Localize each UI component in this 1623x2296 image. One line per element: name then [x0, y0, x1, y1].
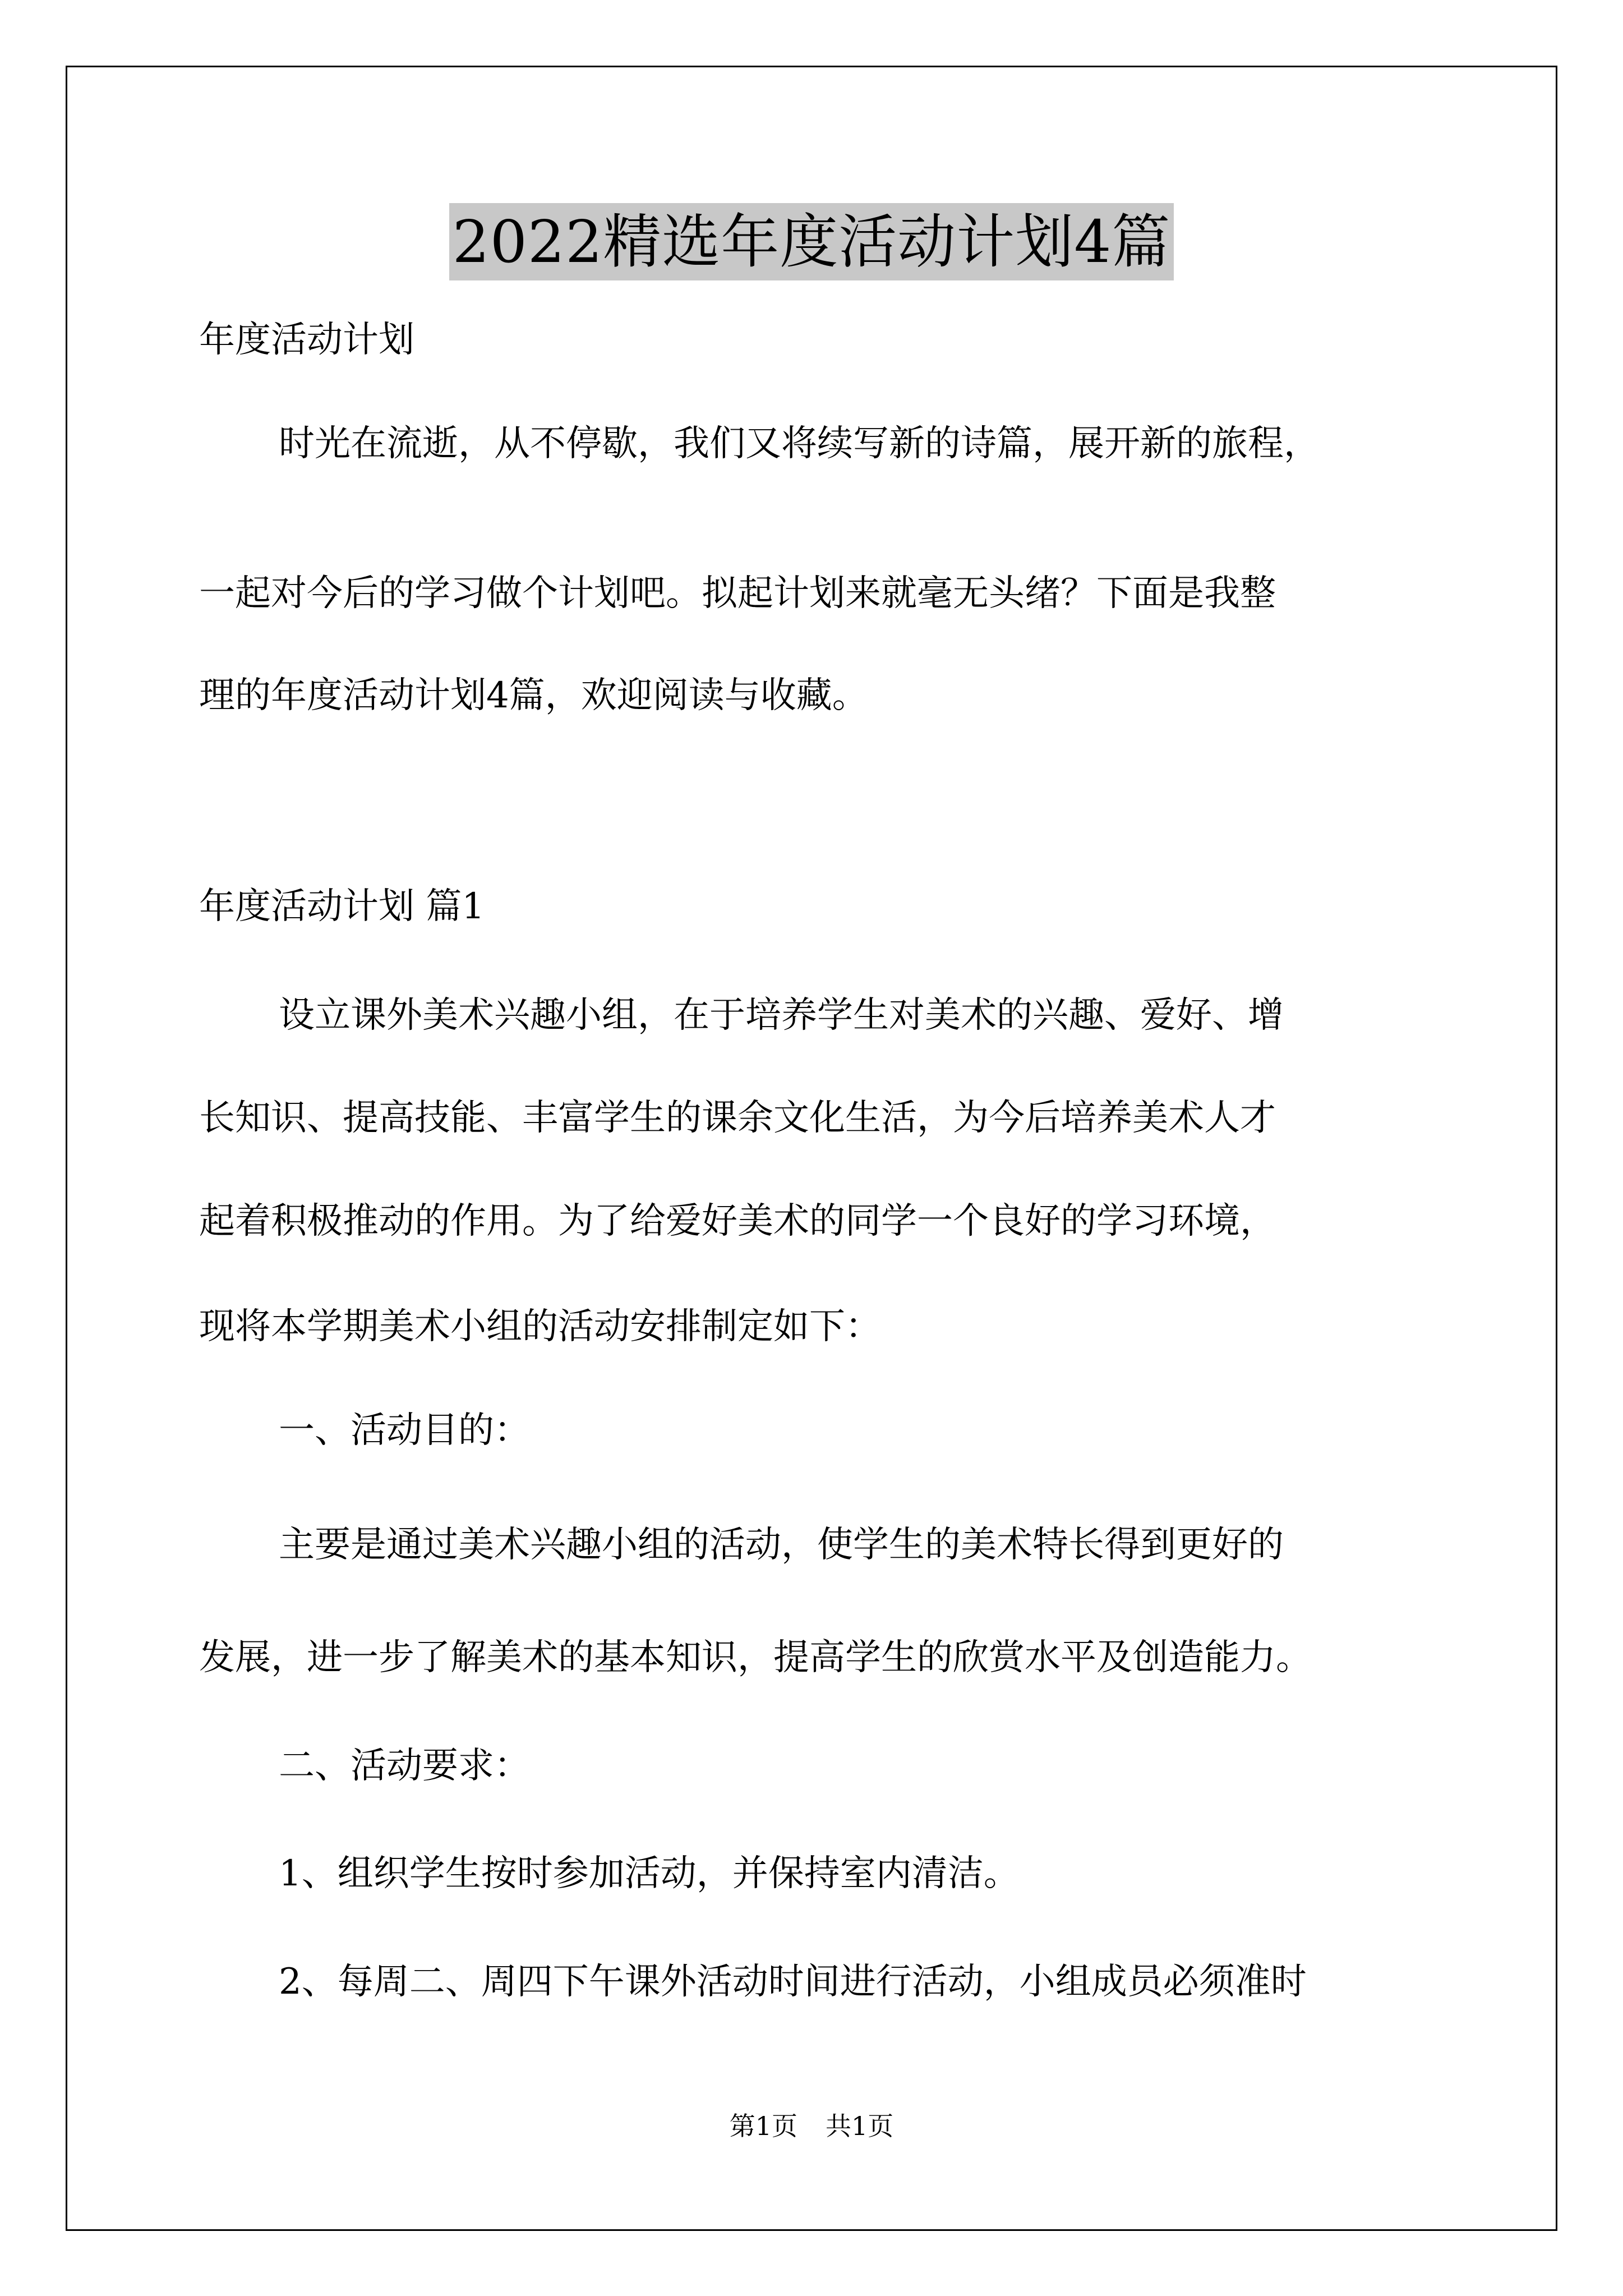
- list-heading-1: 一、活动目的：: [279, 1410, 530, 1451]
- body-line-6: 发展，进一步了解美术的基本知识，提高学生的欣赏水平及创造能力。: [199, 1637, 1312, 1678]
- title-container: [0, 203, 1623, 280]
- subsection-heading: 年度活动计划 篇1: [199, 886, 485, 927]
- intro-line-3: 理的年度活动计划4篇，欢迎阅读与收藏。: [199, 675, 868, 716]
- list-item-1: 1、组织学生按时参加活动，并保持室内清洁。: [279, 1853, 1020, 1894]
- body-line-5: 主要是通过美术兴趣小组的活动，使学生的美术特长得到更好的: [279, 1524, 1284, 1566]
- body-line-2: 长知识、提高技能、丰富学生的课余文化生活，为今后培养美术人才: [199, 1097, 1276, 1139]
- page-footer: [0, 2109, 1623, 2143]
- list-heading-2: 二、活动要求：: [279, 1745, 530, 1787]
- list-item-2: 2、每周二、周四下午课外活动时间进行活动，小组成员必须准时: [279, 1961, 1307, 2003]
- body-line-4: 现将本学期美术小组的活动安排制定如下：: [199, 1306, 881, 1347]
- intro-line-2: 一起对今后的学习做个计划吧。拟起计划来就毫无头绪？下面是我整: [199, 573, 1276, 614]
- body-line-3: 起着积极推动的作用。为了给爱好美术的同学一个良好的学习环境，: [199, 1200, 1276, 1242]
- page-number: 第1页: [729, 2111, 797, 2141]
- document-title: 2022精选年度活动计划4篇: [449, 203, 1174, 280]
- intro-line-1: 时光在流逝，从不停歇，我们又将续写新的诗篇，展开新的旅程，: [279, 423, 1320, 464]
- page-total: 共1页: [826, 2111, 894, 2141]
- page-border: [66, 66, 1557, 2231]
- section-heading: 年度活动计划: [199, 319, 414, 361]
- body-line-1: 设立课外美术兴趣小组，在于培养学生对美术的兴趣、爱好、增: [279, 995, 1284, 1036]
